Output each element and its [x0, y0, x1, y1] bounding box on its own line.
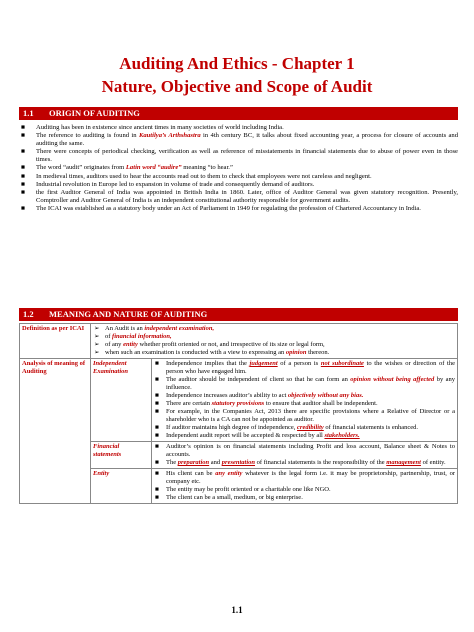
- bullet-icon: ■: [155, 494, 159, 501]
- chapter-subtitle: Nature, Objective and Scope of Audit: [101, 77, 373, 96]
- list-item: ■ The preparation and presentation of financial statements is the responsibility of the management of entity.: [155, 459, 446, 466]
- bullet-icon: ■: [155, 376, 159, 383]
- entity-label: Entity: [91, 469, 152, 504]
- entity-cell: [152, 469, 458, 504]
- financial-statements-cell: [152, 442, 458, 469]
- section-title: MEANING AND NATURE OF AUDITING: [49, 309, 208, 319]
- bullet-icon: ■: [155, 470, 159, 477]
- bullet-icon: ■: [21, 164, 25, 172]
- table-row: [20, 324, 458, 359]
- independent-examination-label: Independent Examination: [91, 359, 152, 442]
- bullet-icon: ■: [21, 204, 25, 212]
- bullet-icon: ■: [21, 172, 25, 180]
- bullet-icon: ■: [155, 424, 159, 431]
- bullet-icon: ■: [155, 392, 159, 399]
- list-item: ■ The ICAI was established as a statutory body under an Act of Parliament in 1949 for regulating the profession of Chartered Accountancy in India.: [21, 204, 421, 212]
- list-item: ■ The auditor should be independent of client so that he can form an opinion without being affected by any influence.: [155, 376, 456, 391]
- list-item: ■ Auditing has been in existence since ancient times in many societies of world including India.: [21, 124, 284, 131]
- list-item: ■ the first Auditor General of India was appointed in British India in 1860. Later, office of Auditor General was given statutory recognition. Presently, Comptroller and Auditor General of India is an independent constitutional authority responsible for government audits.: [21, 188, 458, 204]
- list-item: ■ The reference to auditing is found in Kautilya’s Arthshastra in 4th century BC, it talks about fixed accounting year, a process for closure of accounts and auditing the same.: [21, 132, 459, 148]
- section-number: 1.2: [23, 309, 34, 319]
- bullet-icon: ■: [155, 443, 159, 450]
- arrow-bullet-icon: ➢: [94, 333, 100, 340]
- bullet-icon: ■: [21, 132, 25, 140]
- independent-examination-cell: [152, 359, 458, 442]
- list-item: ■ There were concepts of periodical checking, verification as well as reference of misstatements in financial statements due to abuse of power even in those times.: [21, 148, 458, 164]
- section-header-meaning: [19, 308, 458, 321]
- section-title: ORIGIN OF AUDITING: [49, 108, 140, 118]
- bullet-icon: ■: [21, 180, 25, 188]
- arrow-bullet-icon: ➢: [94, 341, 100, 348]
- definition-label: Definition as per ICAI: [20, 324, 91, 359]
- list-item: ■ Industrial revolution in Europe led to expansion in volume of trade and consequently demand of auditors.: [21, 180, 315, 188]
- list-item: ■ Independent audit report will be accepted & respected by all stakeholders.: [155, 432, 360, 439]
- bullet-icon: ■: [21, 148, 25, 156]
- arrow-bullet-icon: ➢: [94, 325, 100, 332]
- bullet-icon: ■: [155, 360, 159, 367]
- bullet-icon: ■: [155, 486, 159, 493]
- section-number: 1.1: [23, 108, 34, 118]
- bullet-icon: ■: [21, 188, 25, 196]
- section-header-origin: [19, 107, 458, 120]
- list-item: ■ If auditor maintains high degree of independence, credibility of financial statements is enhanced.: [155, 424, 418, 431]
- arrow-bullet-icon: ➢: [94, 349, 100, 356]
- list-item: ➢ when such an examination is conducted with a view to expressing an opinion thereon.: [94, 349, 330, 356]
- definition-cell: [91, 324, 458, 359]
- list-item: ➢ An Audit is an independent examination,: [94, 325, 215, 332]
- meaning-table: [19, 323, 458, 504]
- list-item: ■ Independence implies that the judgement of a person is not subordinate to the wishes or direction of the person who have engaged him.: [155, 360, 455, 375]
- bullet-icon: ■: [21, 124, 25, 131]
- bullet-icon: ■: [155, 408, 159, 415]
- list-item: ■ There are certain statutory provisions to ensure that auditor shall be independent.: [155, 400, 378, 407]
- list-item: ➢ of financial information,: [94, 333, 172, 340]
- table-row: [20, 359, 458, 442]
- list-item: ■ In medieval times, auditors used to hear the accounts read out to them to check that employees were not careless and negligent.: [21, 172, 372, 180]
- list-item: ■ The client can be a small, medium, or big enterprise.: [155, 494, 303, 501]
- list-item: ■ Auditor’s opinion is on financial statements including Profit and loss account, Balance sheet & Notes to accounts.: [155, 443, 455, 458]
- origin-bullet-list: [19, 124, 458, 213]
- list-item: ■ Independence increases auditor’s ability to act objectively without any bias.: [155, 392, 364, 399]
- list-item: ■ The word “audit” originates from Latin word “audire” meaning “to hear.”: [21, 164, 233, 172]
- bullet-icon: ■: [155, 432, 159, 439]
- analysis-label: Analysis of meaning of Auditing: [20, 359, 91, 504]
- financial-statements-label: Financial statements: [91, 442, 152, 469]
- page-number: 1.1: [231, 605, 243, 615]
- chapter-title: Auditing And Ethics - Chapter 1: [119, 54, 355, 73]
- list-item: ■ The entity may be profit oriented or a charitable one like NGO.: [155, 486, 331, 493]
- bullet-icon: ■: [155, 400, 159, 407]
- list-item: ■ His client can be any entity whatever is the legal form i.e. it may be proprietorship, partnership, trust, or company etc.: [155, 470, 455, 485]
- bullet-icon: ■: [155, 459, 159, 466]
- list-item: ➢ of any entity whether profit oriented or not, and irrespective of its size or legal form,: [94, 341, 325, 348]
- list-item: ■ For example, in the Companies Act, 2013 there are specific provisions where a Relative of Director or a shareholder who is a CA can not be appointed as auditor.: [155, 408, 455, 423]
